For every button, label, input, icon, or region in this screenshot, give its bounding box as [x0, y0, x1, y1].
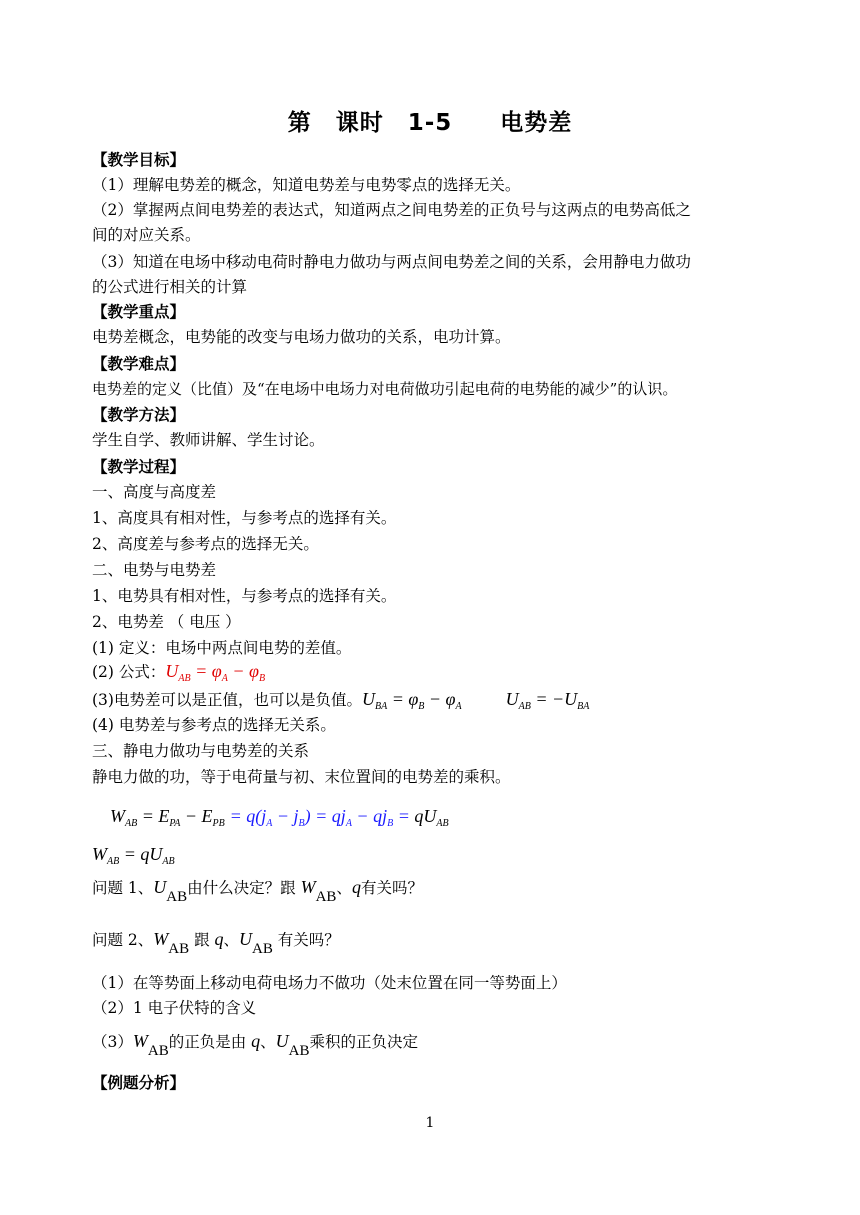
- goal-3a: （3）知道在电场中移动电荷时静电力做功与两点间电势差之间的关系，会用静电力做功: [92, 253, 691, 271]
- page-number: 1: [425, 1115, 435, 1131]
- section-2-item-2: 2、电势差 （ 电压 ）: [92, 613, 241, 631]
- section-1-item-1: 1、高度具有相对性，与参考点的选择有关。: [92, 509, 397, 527]
- key-heading: 【教学重点】: [92, 303, 186, 321]
- example-heading: 【例题分析】: [92, 1074, 186, 1092]
- reference-line: (4) 电势差与参考点的选择无关系。: [92, 716, 336, 734]
- note-3-middle: 的正负是由: [168, 1033, 252, 1051]
- question-2: 问题 2、$W_{AB}$ 跟 q、$U_{AB}$ 有关吗？: [92, 929, 340, 957]
- section-2-item-1: 1、电势具有相对性，与参考点的选择有关。: [92, 587, 397, 605]
- goal-2a: （2）掌握两点间电势差的表达式，知道两点之间电势差的正负号与这两点的电势高低之: [92, 201, 691, 219]
- section-1: 一、高度与高度差: [92, 483, 217, 501]
- goal-2b: 间的对应关系。: [92, 226, 201, 244]
- key-text: 电势差概念，电势能的改变与电场力做功的关系，电功计算。: [92, 328, 511, 346]
- uba-formula: $U_{BA} = \varphi_B - \varphi_A$: [361, 689, 462, 712]
- note-2: （2）1 电子伏特的含义: [92, 999, 257, 1017]
- note-3-prefix: （3）: [92, 1033, 133, 1051]
- note-1: （1）在等势面上移动电荷电场力不做功（处末位置在同一等势面上）: [92, 974, 567, 992]
- formula-line: [92, 660, 265, 690]
- question-2-prefix: 问题 2、: [92, 931, 154, 949]
- method-text: 学生自学、教师讲解、学生讨论。: [92, 431, 325, 449]
- question-1-prefix: 问题 1、: [92, 879, 154, 897]
- potential-difference-formula: $U_{AB} = \varphi_A - \varphi_B$: [165, 661, 266, 684]
- question-2-middle: 跟: [189, 931, 215, 949]
- section-2: 二、电势与电势差: [92, 561, 217, 579]
- question-1-middle: 由什么决定？跟: [187, 879, 301, 897]
- question-2-end: 有关吗？: [272, 931, 340, 949]
- difficulty-heading: 【教学难点】: [92, 355, 186, 373]
- section-1-item-2: 2、高度差与参考点的选择无关。: [92, 535, 319, 553]
- process-heading: 【教学过程】: [92, 458, 186, 476]
- work-formula: $W_{AB} = qU_{AB}$: [92, 844, 175, 867]
- page-title: 第 课时 1-5 电势差: [287, 110, 573, 136]
- goal-1: （1）理解电势差的概念，知道电势差与电势零点的选择无关。: [92, 176, 521, 194]
- work-derivation-formula: $W_{AB} = E_{PA} - E_{PB} = q(j_A - j_B) = qj_A - qj_B = qU_{AB}$: [110, 806, 449, 829]
- sign-text: (3)电势差可以是正值，也可以是负值。: [92, 691, 362, 709]
- question-1-end: 有关吗？: [360, 879, 423, 897]
- goals-heading: 【教学目标】: [92, 151, 186, 169]
- uab-negative-formula: $U_{AB} = -U_{BA}$: [505, 689, 590, 712]
- definition-line: (1) 定义：电场中两点间电势的差值。: [92, 639, 352, 657]
- goal-3b: 的公式进行相关的计算: [92, 278, 248, 296]
- difficulty-text: 电势差的定义（比值）及“在电场中电场力对电荷做功引起电荷的电势能的减少”的认识。: [92, 380, 678, 398]
- method-heading: 【教学方法】: [92, 406, 186, 424]
- note-3: $(3)W_{AB}$的正负是由 q、$U_{AB}$乘积的正负决定: [92, 1031, 419, 1059]
- section-3-text: 静电力做的功，等于电荷量与初、末位置间的电势差的乘积。: [92, 768, 511, 786]
- note-3-end: 乘积的正负决定: [309, 1033, 419, 1051]
- section-3: 三、静电力做功与电势差的关系: [92, 742, 310, 760]
- formula-label: (2) 公式：: [92, 663, 166, 681]
- question-1: 问题 1、$U_{AB}$由什么决定？跟 $W_{AB}$、q有关吗？: [92, 877, 423, 905]
